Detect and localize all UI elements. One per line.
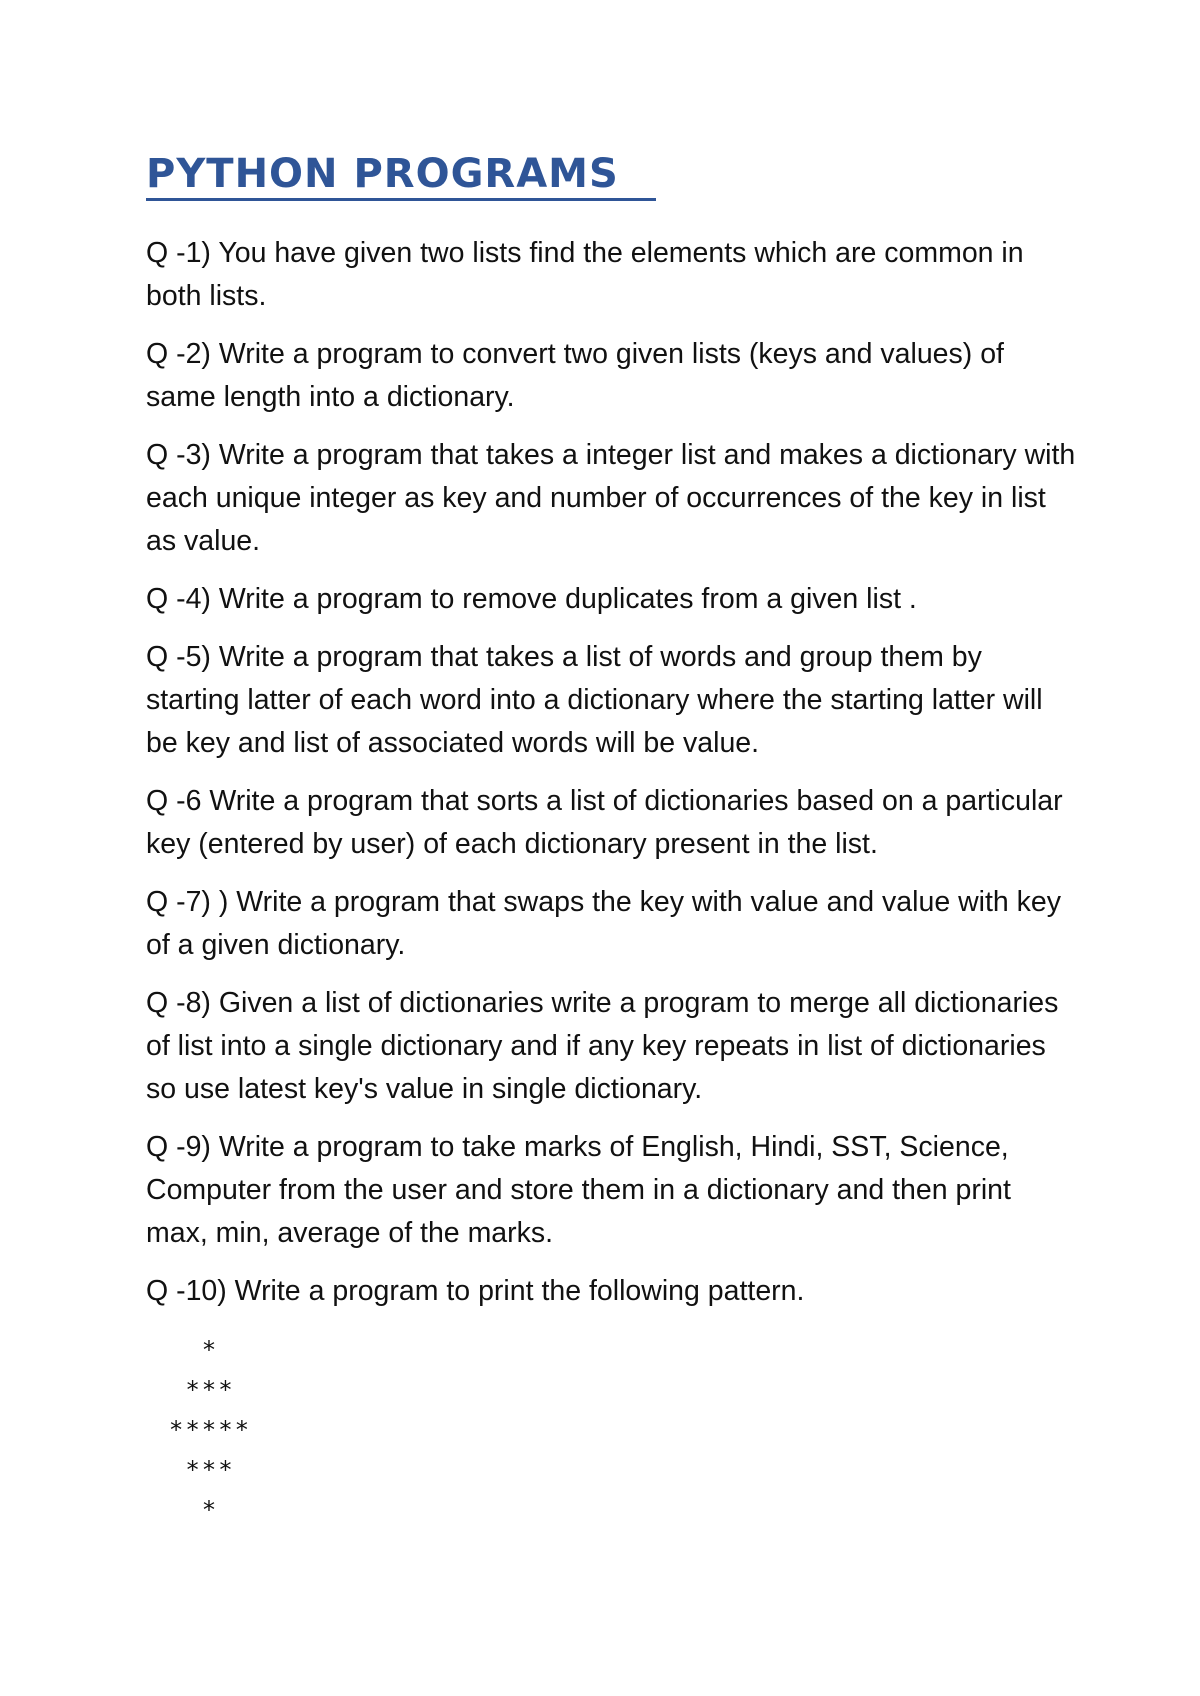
pattern-row-1: * [201,1336,219,1364]
question-9: Q -9) Write a program to take marks of English, Hindi, SST, Science, Computer from the user and store them in a dictionary and then print max, min, average of the marks. [146,1131,1011,1249]
star-pattern [150,1330,270,1530]
question-1: Q -1) You have given two lists find the elements which are common in both lists. [146,237,1024,312]
document-title: PYTHON PROGRAMS [146,151,619,197]
pattern-row-5: * [201,1496,219,1524]
question-3: Q -3) Write a program that takes a integer list and makes a dictionary with each unique integer as key and number of occurrences of the key in list as value. [146,439,1076,557]
pattern-row-2: *** [185,1376,235,1404]
title-underline [146,198,656,201]
pattern-row-4: *** [185,1456,235,1484]
question-6: Q -6 Write a program that sorts a list of dictionaries based on a particular key (entered by user) of each dictionary present in the list. [146,785,1063,860]
question-4: Q -4) Write a program to remove duplicates from a given list . [146,583,917,615]
question-2: Q -2) Write a program to convert two given lists (keys and values) of same length into a dictionary. [146,338,1004,413]
pattern-row-3: ***** [168,1416,252,1444]
question-7: Q -7) ) Write a program that swaps the key with value and value with key of a given dictionary. [146,886,1062,961]
question-list [146,232,1076,1328]
question-5: Q -5) Write a program that takes a list of words and group them by starting latter of each word into a dictionary where the starting latter will be key and list of associated words will be value. [146,641,1043,759]
question-10: Q -10) Write a program to print the following pattern. [146,1275,805,1307]
question-8: Q -8) Given a list of dictionaries write a program to merge all dictionaries of list into a single dictionary and if any key repeats in list of dictionaries so use latest key's value in single dictionary. [146,987,1059,1105]
